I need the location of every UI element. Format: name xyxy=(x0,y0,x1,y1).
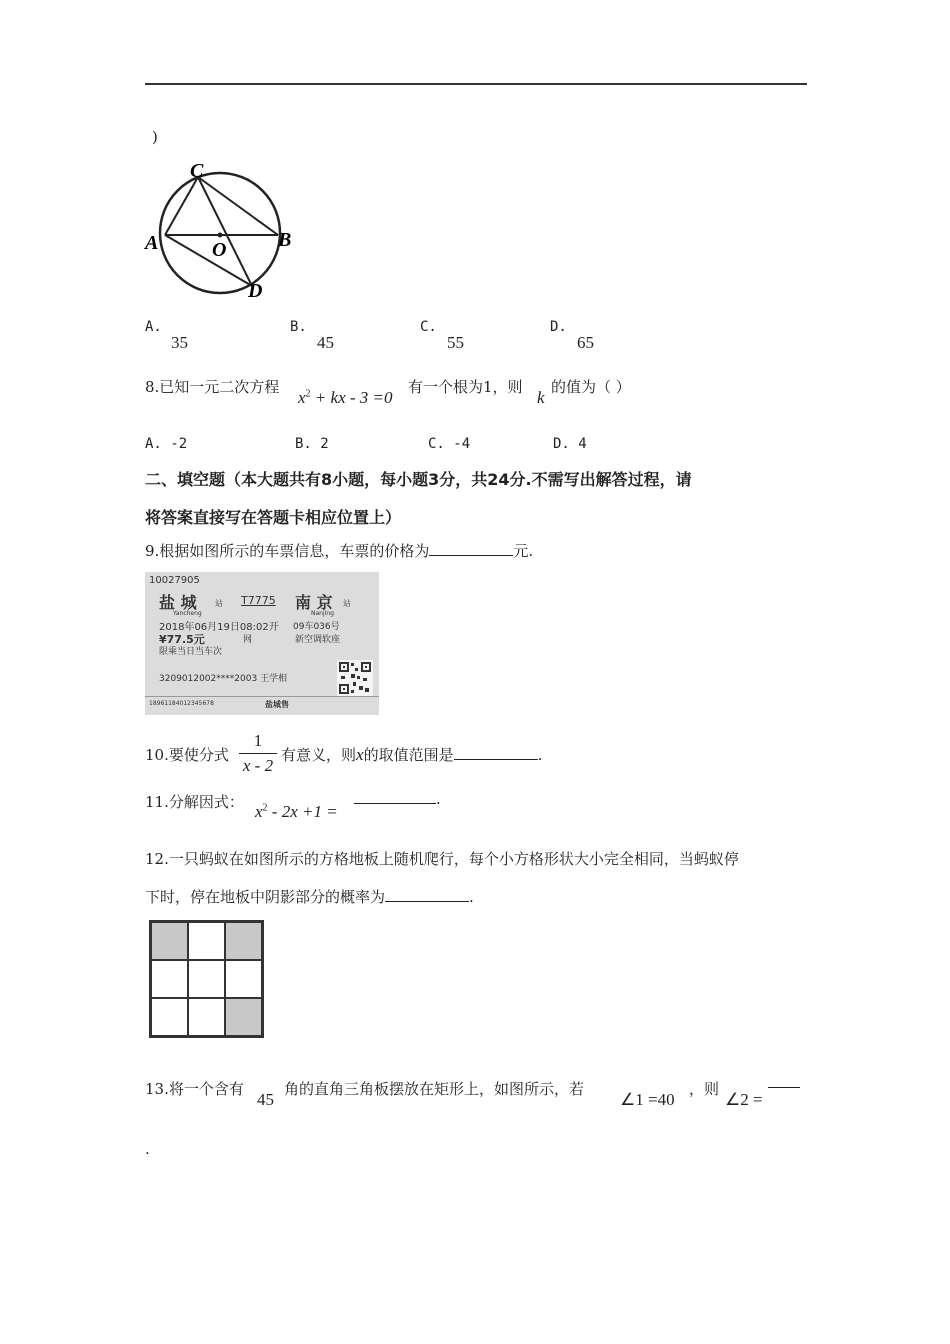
q8-option-c: C. -4 xyxy=(428,436,471,452)
q13-angle45: 45 xyxy=(257,1090,274,1109)
label-a: A xyxy=(145,232,159,254)
q10-fraction xyxy=(239,731,277,776)
q13-middle: 角的直角三角板摆放在矩形上，如图所示，若 xyxy=(284,1080,585,1098)
header-rule xyxy=(145,83,807,85)
q13-end: . xyxy=(145,1140,150,1158)
q9-prefix: 9.根据如图所示的车票信息，车票的价格为 xyxy=(145,542,430,560)
q8-equation xyxy=(298,388,393,408)
q11-x: x xyxy=(255,802,263,821)
q10-text xyxy=(281,744,542,765)
q11-rest: - 2x +1 = xyxy=(267,802,338,821)
label-d: D xyxy=(248,280,263,302)
ticket-footer-code: 18961184012345678 xyxy=(149,700,214,707)
grid-cell-shaded xyxy=(225,922,262,960)
ticket-divider xyxy=(145,696,379,697)
q13-prefix: 13.将一个含有 xyxy=(145,1080,244,1098)
ticket-from: 盐 城 xyxy=(159,593,197,612)
circle-diagram xyxy=(140,155,300,305)
q10-answer-blank[interactable] xyxy=(454,745,538,760)
q13-angle1: ∠1 =40 xyxy=(620,1090,675,1109)
q8-middle: 有一个根为1，则 xyxy=(408,378,523,396)
q8-option-a: A. -2 xyxy=(145,436,188,452)
q9-text xyxy=(145,540,533,561)
grid-cell xyxy=(225,960,262,998)
ticket-to: 南 京 xyxy=(295,593,333,612)
grid-cell-shaded xyxy=(225,998,262,1036)
ticket-footer-station: 盐城售 xyxy=(265,700,289,709)
ticket-to-pinyin: Nanjing xyxy=(311,610,334,617)
grid-cell-shaded xyxy=(151,922,188,960)
q7-option-b-letter: B. xyxy=(290,319,307,335)
q8-option-d: D. 4 xyxy=(553,436,587,452)
ticket-serial: 10027905 xyxy=(149,575,200,586)
ticket-train-number: T7775 xyxy=(241,594,276,607)
q10-numerator: 1 xyxy=(253,731,263,750)
section2-heading-line2: 将答案直接写在答题卡相应位置上） xyxy=(145,508,402,527)
q13-answer-blank[interactable] xyxy=(768,1087,800,1088)
q11-expression xyxy=(255,802,338,822)
q8-option-b: B. 2 xyxy=(295,436,329,452)
q10-x: x xyxy=(356,745,364,764)
q12-answer-blank[interactable] xyxy=(385,887,469,902)
q8-eq-x: x xyxy=(298,388,306,407)
grid-cell xyxy=(188,960,225,998)
q7-option-c-value: 55 xyxy=(447,333,464,352)
q7-tail: ) xyxy=(152,128,158,146)
tile-grid-figure xyxy=(149,920,264,1038)
q8-eq-rest: + kx - 3 =0 xyxy=(310,388,393,407)
q11-answer xyxy=(354,789,441,808)
q8-k: k xyxy=(537,388,545,407)
q9-suffix: 元. xyxy=(513,542,534,560)
q12-line1: 12.一只蚂蚁在如图所示的方格地板上随机爬行，每个小方格形状大小完全相同，当蚂蚁停 xyxy=(145,850,739,868)
qr-code-image xyxy=(337,660,373,696)
q7-option-c-letter: C. xyxy=(420,319,437,335)
q12-line2 xyxy=(145,886,474,907)
q12-line2-text: 下时，停在地板中阴影部分的概率为 xyxy=(145,888,386,906)
ticket-from-station-mark: 站 xyxy=(215,599,223,608)
q7-option-b-value: 45 xyxy=(317,333,334,352)
ticket-seat: 09车036号 xyxy=(293,622,340,632)
q11-end: . xyxy=(436,790,441,808)
q11-answer-blank[interactable] xyxy=(354,789,436,804)
label-c: C xyxy=(190,160,204,182)
q10-denominator: x - 2 xyxy=(242,756,274,775)
train-ticket-image xyxy=(145,572,379,715)
grid-cell xyxy=(188,922,225,960)
q11-prefix: 11.分解因式： xyxy=(145,793,244,811)
label-b: B xyxy=(278,229,292,251)
ticket-to-station-mark: 站 xyxy=(343,599,351,608)
label-o: O xyxy=(212,239,227,261)
ticket-seat-type: 新空调软座 xyxy=(295,635,341,645)
center-dot xyxy=(218,233,223,238)
ticket-id: 3209012002****2003 王学相 xyxy=(159,674,288,684)
chord-cb xyxy=(198,177,278,235)
q7-option-d-letter: D. xyxy=(550,319,567,335)
q12-end: . xyxy=(469,888,474,906)
q13-comma: ，则 xyxy=(689,1080,720,1098)
grid-cell xyxy=(151,960,188,998)
grid-cell xyxy=(151,998,188,1036)
q8-prefix: 8.已知一元二次方程 xyxy=(145,378,280,396)
q10-end: . xyxy=(537,746,543,764)
ticket-from-pinyin: Yancheng xyxy=(173,610,202,617)
q10-fraction-bar xyxy=(239,753,277,754)
ticket-price: ¥77.5元 xyxy=(159,633,205,646)
q8-eq-sup: 2 xyxy=(305,388,311,400)
q11-sup: 2 xyxy=(262,802,268,814)
q7-option-d-value: 65 xyxy=(577,333,594,352)
q13-angle2: ∠2 = xyxy=(725,1090,763,1109)
ticket-channel: 网 xyxy=(243,635,253,645)
q10-prefix: 10.要使分式 xyxy=(145,746,229,764)
ticket-date: 2018年06月19日08:02开 xyxy=(159,622,279,633)
q9-answer-blank[interactable] xyxy=(429,541,513,556)
q7-option-a-letter: A. xyxy=(145,319,162,335)
q10-middle: 有意义，则 xyxy=(281,746,357,764)
ticket-note: 限乘当日当车次 xyxy=(159,647,223,657)
q8-suffix: 的值为（ ） xyxy=(551,378,631,396)
q10-suffix: 的取值范围是 xyxy=(363,746,454,764)
grid-cell xyxy=(188,998,225,1036)
section2-heading-line1: 二、填空题（本大题共有8小题，每小题3分，共24分.不需写出解答过程，请 xyxy=(145,470,692,489)
q7-option-a-value: 35 xyxy=(171,333,188,352)
